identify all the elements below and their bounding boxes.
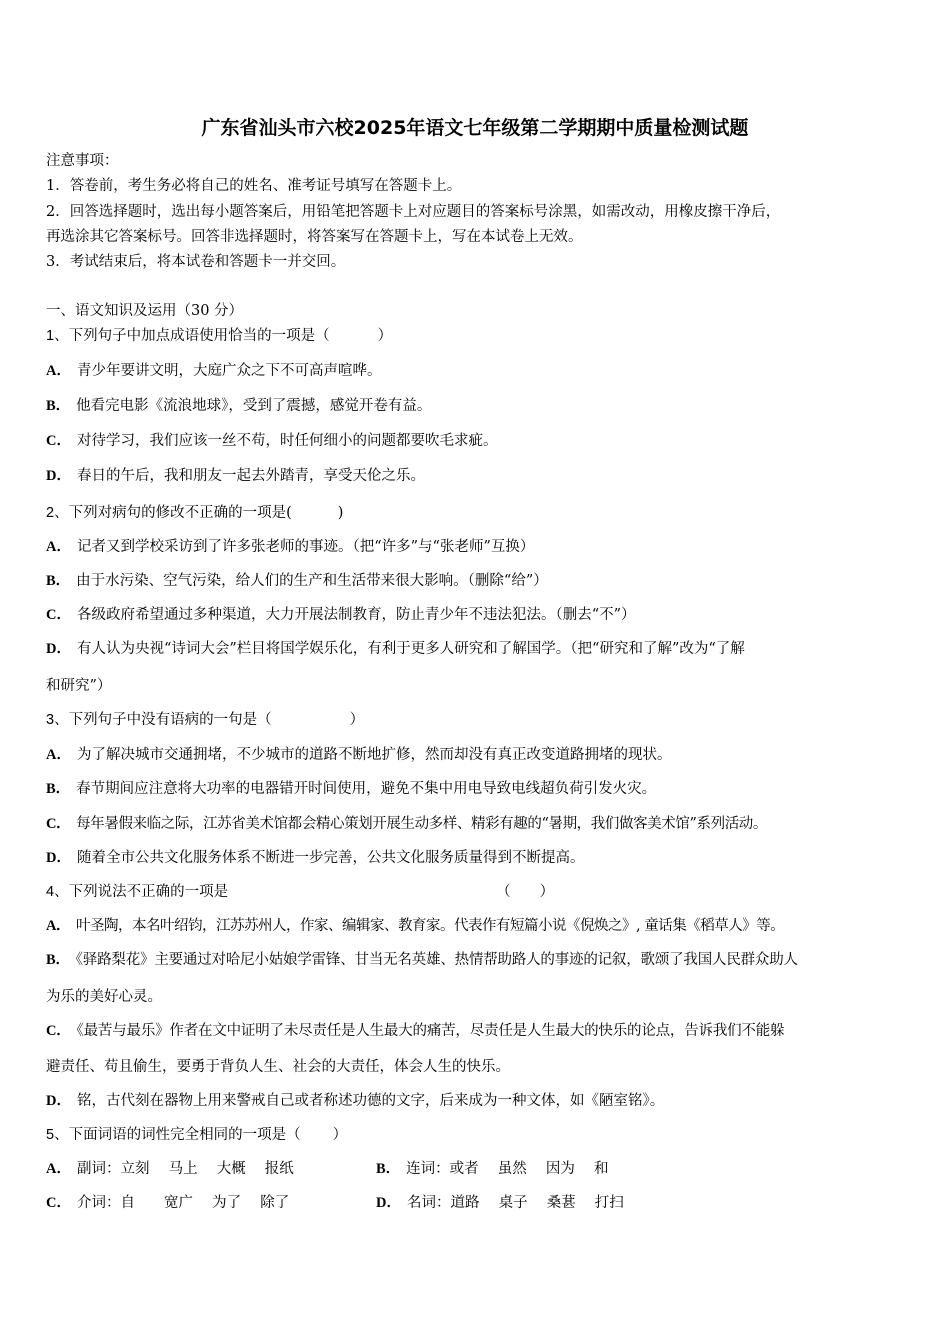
option-b <box>46 951 798 969</box>
question-text: 下列对病句的修改不正确的一项是( <box>68 505 292 521</box>
option-text: 为了解决城市交通拥堵，不少城市的道路不断地扩修，然而却没有真正改变道路拥堵的现状。 <box>76 747 672 763</box>
option-label: C． <box>46 433 71 449</box>
option-a <box>46 917 784 935</box>
option-text: 铭，古代刻在器物上用来警戒自己或者称述功德的文字，后来成为一种文体，如《陋室铭》。 <box>76 1093 665 1109</box>
section-heading: 一、语文知识及运用（30 分） <box>46 303 244 319</box>
option-label: C． <box>46 1195 71 1211</box>
option-label: A． <box>46 747 71 763</box>
question-close-paren: ) <box>337 505 344 521</box>
question-number: 5、 <box>46 1127 69 1143</box>
page-title: 广东省汕头市六校2025年语文七年级第二学期期中质量检测试题 <box>201 117 749 139</box>
question-4-stem <box>46 883 554 901</box>
notice-item-2: 2．回答选择题时，选出每小题答案后，用铅笔把答题卡上对应题目的答案标号涂黑，如需改动，用橡皮擦干净后， <box>46 204 781 220</box>
option-c <box>46 432 497 450</box>
option-text: 《最苦与最乐》作者在文中证明了未尽责任是人生最大的痛苦，尽责任是人生最大的快乐的论点，告诉我们不能躲 <box>76 1023 785 1039</box>
question-text: 下列说法不正确的一项是 <box>68 884 229 900</box>
notice-item-3: 3．考试结束后，将本试卷和答题卡一并交回。 <box>46 254 346 270</box>
option-d <box>46 1092 664 1110</box>
question-text: 下列句子中加点成语使用恰当的一项是（ <box>68 328 330 344</box>
option-a <box>46 538 534 556</box>
option-label: D． <box>46 1093 71 1109</box>
option-text: 对待学习，我们应该一丝不苟，时任何细小的问题都要吹毛求疵。 <box>76 433 498 449</box>
option-label: D． <box>376 1195 401 1211</box>
question-number: 2、 <box>46 505 69 521</box>
option-text: 由于水污染、空气污染，给人们的生产和生活带来很大影响。（删除“给”） <box>76 573 548 589</box>
question-close-paren: ） <box>332 1127 348 1143</box>
option-label: C． <box>46 1023 71 1039</box>
option-text: 名词：道路 桌子 桑葚 打扫 <box>406 1195 624 1211</box>
option-label: B． <box>46 573 71 589</box>
option-text: 记者又到学校采访到了许多张老师的事迹。（把“许多”与“张老师”互换） <box>76 539 535 555</box>
option-label: B． <box>46 952 70 968</box>
option-c <box>46 815 767 833</box>
question-number: 4、 <box>46 884 69 900</box>
option-b <box>376 1160 609 1178</box>
question-number: 1、 <box>46 328 69 344</box>
option-label: D． <box>46 468 71 484</box>
question-close-paren: （ ） <box>496 884 555 900</box>
option-c-continuation: 避责任、苟且偷生，要勇于背负人生、社会的大责任，体会人生的快乐。 <box>46 1059 510 1075</box>
question-3-stem <box>46 711 364 729</box>
option-text: 《驿路梨花》主要通过对哈尼小姑娘学雷锋、甘当无名英雄、热情帮助路人的事迹的记叙，歌颂了我国人民群众助人 <box>75 952 798 968</box>
option-text: 每年暑假来临之际，江苏省美术馆都会精心策划开展生动多样、精彩有趣的“暑期，我们做客美术馆”系列活动。 <box>76 816 767 832</box>
option-c <box>46 1022 784 1040</box>
option-b <box>46 397 431 415</box>
option-label: C． <box>46 607 71 623</box>
option-label: D． <box>46 641 71 657</box>
option-text: 连词：或者 虽然 因为 和 <box>406 1161 609 1177</box>
option-d-continuation: 和研究”） <box>46 678 112 694</box>
notice-item-2-cont: 再选涂其它答案标号。回答非选择题时，将答案写在答题卡上，写在本试卷上无效。 <box>46 229 583 245</box>
option-b <box>46 572 548 590</box>
option-label: B． <box>376 1161 401 1177</box>
option-text: 随着全市公共文化服务体系不断进一步完善，公共文化服务质量得到不断提高。 <box>76 850 585 866</box>
option-a <box>46 746 671 764</box>
notice-heading: 注意事项： <box>46 153 119 169</box>
question-1-stem <box>46 327 392 345</box>
option-label: A． <box>46 539 71 555</box>
option-c <box>46 606 636 624</box>
option-text: 介词：自 宽广 为了 除了 <box>76 1195 290 1211</box>
question-text: 下面词语的词性完全相同的一项是（ <box>68 1127 301 1143</box>
option-label: A． <box>46 918 70 934</box>
option-b <box>46 780 656 798</box>
question-number: 3、 <box>46 712 69 728</box>
option-label: B． <box>46 781 71 797</box>
option-label: A． <box>46 1161 71 1177</box>
option-text: 各级政府希望通过多种渠道，大力开展法制教育，防止青少年不违法犯法。（删去“不”） <box>76 607 636 623</box>
option-label: D． <box>46 850 71 866</box>
option-text: 有人认为央视“诗词大会”栏目将国学娱乐化，有利于更多人研究和了解国学。（把“研究和了解”改为“了解 <box>76 641 745 657</box>
question-close-paren: ） <box>377 328 393 344</box>
option-label: A． <box>46 363 71 379</box>
option-text: 春日的午后，我和朋友一起去外踏青，享受天伦之乐。 <box>76 468 425 484</box>
option-c <box>46 1194 289 1212</box>
option-d <box>376 1194 624 1212</box>
option-d <box>46 640 745 658</box>
question-text: 下列句子中没有语病的一句是（ <box>68 712 272 728</box>
question-5-stem <box>46 1126 347 1144</box>
notice-item-1: 1．答卷前，考生务必将自己的姓名、准考证号填写在答题卡上。 <box>46 178 462 194</box>
option-d <box>46 467 425 485</box>
option-d <box>46 849 584 867</box>
question-close-paren: ） <box>349 712 365 728</box>
option-label: C． <box>46 816 71 832</box>
option-text: 叶圣陶，本名叶绍钧，江苏苏州人，作家、编辑家、教育家。代表作有短篇小说《倪焕之》, 童话集《稻草人》等。 <box>75 918 785 934</box>
option-text: 副词：立刻 马上 大概 报纸 <box>76 1161 294 1177</box>
option-text: 他看完电影《流浪地球》，受到了震撼，感觉开卷有益。 <box>76 398 432 414</box>
option-a <box>46 1160 294 1178</box>
option-text: 青少年要讲文明，大庭广众之下不可高声喧哗。 <box>76 363 382 379</box>
option-a <box>46 362 381 380</box>
question-2-stem <box>46 504 343 522</box>
option-label: B． <box>46 398 71 414</box>
option-b-continuation: 为乐的美好心灵。 <box>46 989 162 1005</box>
option-text: 春节期间应注意将大功率的电器错开时间使用，避免不集中用电导致电线超负荷引发火灾。 <box>76 781 657 797</box>
